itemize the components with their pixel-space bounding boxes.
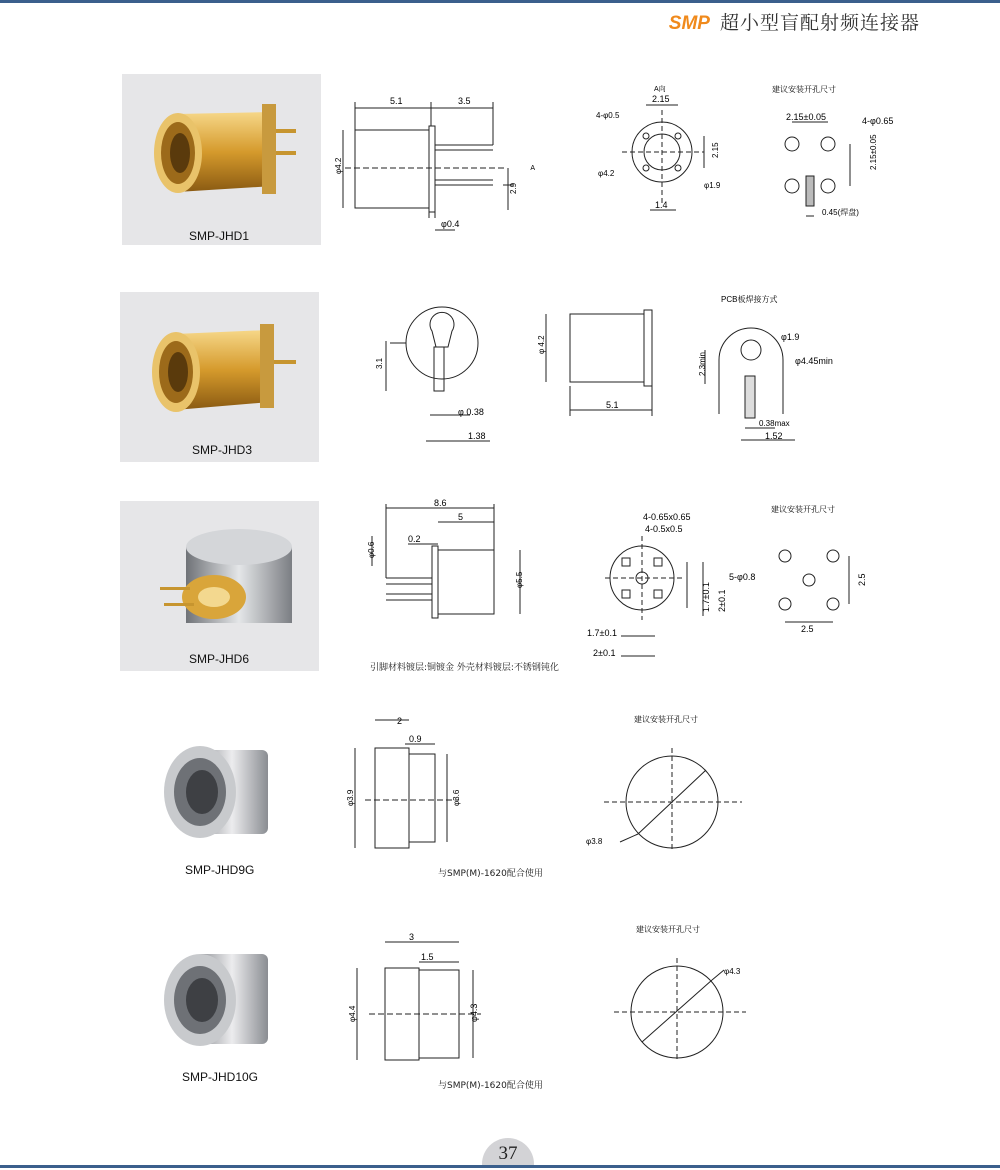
top-border (0, 0, 1000, 3)
dim-label: 4-φ0.65 (862, 116, 894, 126)
drawing-jhd9g-hole (580, 712, 780, 862)
dim-label: 0.9 (409, 734, 422, 744)
dim-label: 2.15 (711, 142, 720, 158)
dim-label: φ4.45min (795, 356, 833, 366)
dim-label: 2.15±0.05 (869, 134, 878, 170)
dim-label: φ4.2 (598, 169, 615, 178)
brand-logo: SMP (668, 13, 710, 34)
connector-knurled-image (152, 728, 292, 858)
dim-label: φ0.4 (441, 219, 460, 229)
drawing-jhd3-front (370, 295, 500, 455)
dim-label: 4-0.65x0.65 (643, 512, 691, 522)
dim-label: 1.7±0.1 (587, 628, 617, 638)
drawing-jhd3-side (530, 300, 660, 420)
dim-label: 0.38max (759, 419, 790, 428)
dim-label: 5-φ0.8 (729, 572, 756, 582)
view-arrow-label: A (530, 165, 535, 172)
view-title: 建议安装开孔尺寸 (772, 85, 836, 94)
dim-label: φ0.6 (367, 541, 376, 558)
product-photo-jhd6 (120, 501, 319, 671)
dim-label: 2±0.1 (717, 589, 727, 612)
drawing-jhd1-side (335, 90, 535, 240)
drawing-jhd1-holes (770, 80, 900, 230)
dim-label: φ4.3 (469, 1003, 479, 1022)
dim-label: 0.2 (408, 534, 421, 544)
dim-label: φ4.3 (724, 967, 741, 976)
dim-label: φ3.8 (586, 837, 603, 846)
product-photo-jhd1 (122, 74, 321, 245)
dim-label: φ 0.38 (458, 407, 484, 417)
view-title: 建议安装开孔尺寸 (771, 505, 835, 514)
drawing-jhd6-side (350, 496, 540, 626)
dim-label: 4-0.5x0.5 (645, 524, 683, 534)
dim-label: φ 4.2 (537, 335, 546, 354)
page-title: 超小型盲配射频连接器 (719, 12, 920, 34)
product-photo-jhd3 (120, 292, 319, 462)
drawing-jhd3-pcb (685, 290, 845, 450)
drawing-jhd1-front (592, 80, 742, 230)
view-title: A向 (654, 86, 666, 93)
dim-label: 1.52 (765, 431, 783, 441)
dim-label: 4-φ0.5 (596, 111, 620, 120)
dim-label: φ3.9 (346, 789, 355, 806)
dim-label: φ1.9 (704, 181, 721, 190)
dim-label: 3.1 (375, 357, 384, 369)
mating-note: 与SMP(M)-1620配合使用 (438, 869, 543, 879)
dim-label: 2.3min (698, 351, 707, 376)
product-label-jhd1: SMP-JHD1 (189, 229, 250, 243)
dim-label: 0.45(焊盘) (822, 208, 859, 217)
product-label-jhd3: SMP-JHD3 (192, 443, 253, 457)
dim-label: 2.5 (857, 573, 867, 586)
page-header (669, 8, 920, 34)
dim-label: 5.1 (606, 400, 619, 410)
material-note: 引脚材料镀层:铜镀金 外壳材料镀层:不锈钢钝化 (370, 663, 559, 673)
dim-label: 1.38 (468, 431, 486, 441)
drawing-jhd6-holes (725, 500, 875, 640)
dim-label: 8.6 (434, 498, 447, 508)
connector-steel-image (120, 501, 319, 671)
view-title: 建议安装开孔尺寸 (634, 715, 698, 724)
mating-note: 与SMP(M)-1620配合使用 (438, 1081, 543, 1091)
product-photo-jhd10g (150, 938, 290, 1068)
dim-label: 2 (397, 716, 403, 726)
dim-label: 1.4 (655, 200, 668, 210)
dim-label: 2.5 (801, 624, 814, 634)
dim-label: φ3.6 (452, 789, 461, 806)
product-photo-jhd9g (152, 728, 292, 858)
connector-knurled-image (150, 938, 290, 1068)
dim-label: 2.9 (509, 182, 518, 194)
dim-label: φ4.4 (348, 1005, 357, 1022)
dim-label: 3.5 (458, 96, 471, 106)
drawing-jhd9g-side (335, 712, 475, 857)
product-label-jhd9g: SMP-JHD9G (185, 863, 255, 877)
bottom-border (0, 1165, 1000, 1168)
view-title: 建议安装开孔尺寸 (636, 925, 700, 934)
dim-label: φ1.9 (781, 332, 800, 342)
drawing-jhd6-front (585, 508, 735, 668)
dim-label: 3 (409, 932, 415, 942)
product-label-jhd10g: SMP-JHD10G (182, 1070, 259, 1084)
dim-label: 5.1 (390, 96, 403, 106)
dim-label: 1.7±0.1 (701, 582, 711, 612)
product-label-jhd6: SMP-JHD6 (189, 652, 250, 666)
dim-label: 1.5 (421, 952, 434, 962)
dim-label: 2.15±0.05 (786, 112, 826, 122)
dim-label: 2±0.1 (593, 648, 616, 658)
connector-gold-image (122, 74, 321, 245)
dim-label: 2.15 (652, 94, 670, 104)
drawing-jhd10g-side (335, 928, 485, 1063)
page-number: 37 (482, 1138, 534, 1168)
dim-label: 5 (458, 512, 464, 522)
connector-gold-image (120, 292, 319, 462)
dim-label: φ5.5 (515, 571, 524, 588)
dim-label: φ4.2 (334, 157, 343, 174)
drawing-jhd10g-hole (600, 922, 800, 1072)
view-title: PCB板焊接方式 (721, 295, 778, 304)
